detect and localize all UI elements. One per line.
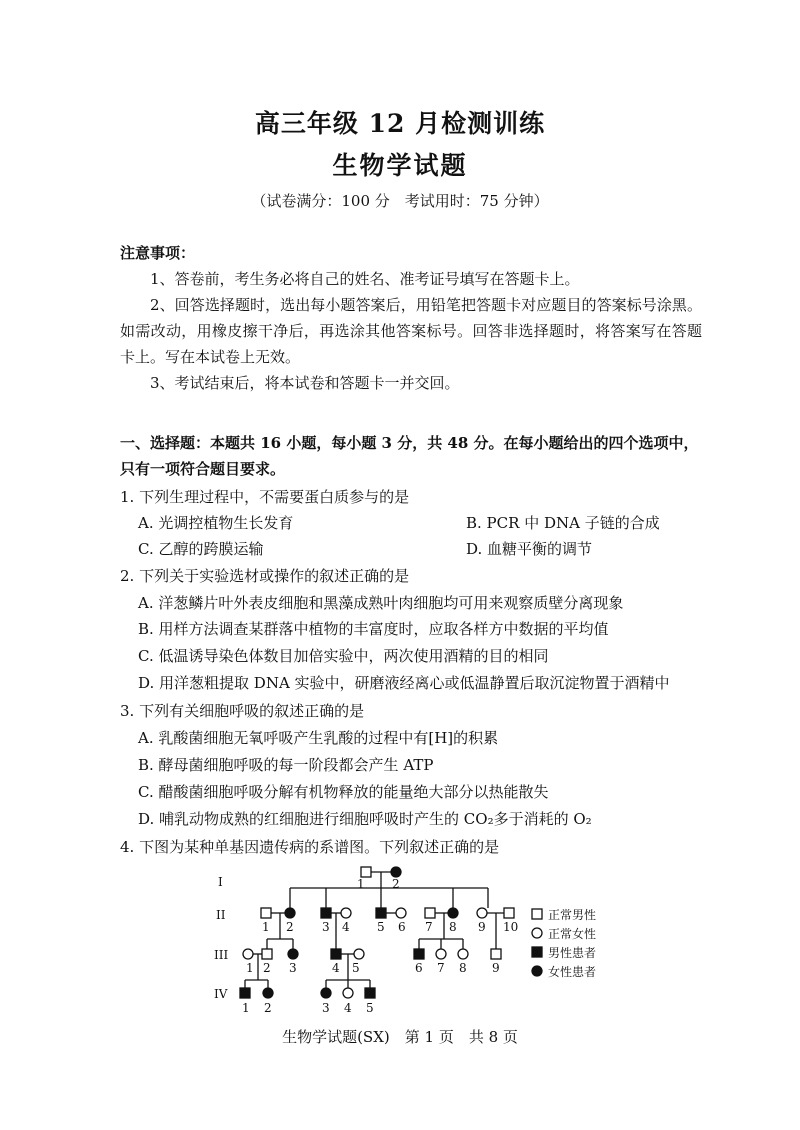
g4-label-3: 3	[322, 1001, 330, 1015]
question-3-option-b: B. 酵母菌细胞呼吸的每一阶段都会产生 ATP	[138, 756, 434, 774]
question-3-option-c: C. 醋酸菌细胞呼吸分解有机物释放的能量绝大部分以热能散失	[138, 783, 549, 801]
g3-label-7: 7	[437, 961, 445, 975]
g2-label-5: 5	[377, 920, 385, 934]
legend-affected-male: 男性患者	[548, 946, 597, 960]
g2-label-1: 1	[262, 920, 270, 934]
g2-male-normal-10	[504, 908, 514, 918]
g3-male-affected-4	[331, 949, 341, 959]
question-2-option-c: C. 低温诱导染色体数目加倍实验中，两次使用酒精的目的相同	[138, 647, 549, 665]
notice-item-3: 3、考试结束后，将本试卷和答题卡一并交回。	[150, 374, 460, 392]
legend-affected-female-icon	[532, 966, 542, 976]
g4-label-4: 4	[344, 1001, 352, 1015]
g2-label-8: 8	[449, 920, 457, 934]
g2-label-2: 2	[286, 920, 294, 934]
g3-male-affected-6	[414, 949, 424, 959]
g2-male-affected-5	[376, 908, 386, 918]
question-3-stem: 3. 下列有关细胞呼吸的叙述正确的是	[120, 702, 365, 720]
g4-female-affected-2	[263, 988, 273, 998]
g3-female-affected-3	[288, 949, 298, 959]
exam-info: （试卷满分：100 分 考试用时：75 分钟）	[251, 192, 549, 210]
notice-item-2: 2、回答选择题时，选出每小题答案后，用铅笔把答题卡对应题目的答案标号涂黑。如需改动，用橡皮擦干净后，再选涂其他答案标号。回答非选择题时，将答案写在答题卡上。写在本试卷上无效。	[120, 296, 702, 366]
g2-male-normal-1	[261, 908, 271, 918]
question-4-stem: 4. 下图为某种单基因遗传病的系谱图。下列叙述正确的是	[120, 838, 500, 856]
g3-male-normal-9	[491, 949, 501, 959]
g4-female-normal-4	[343, 988, 353, 998]
g4-male-affected-1	[240, 988, 250, 998]
g2-female-normal-6	[396, 908, 406, 918]
question-1-option-b: B. PCR 中 DNA 子链的合成	[466, 514, 660, 532]
g2-female-normal-9	[477, 908, 487, 918]
g3-label-9: 9	[492, 961, 500, 975]
g4-female-affected-3	[321, 988, 331, 998]
question-1-stem: 1. 下列生理过程中，不需要蛋白质参与的是	[120, 488, 410, 506]
g1-label-2: 2	[392, 877, 400, 891]
exam-title: 高三年级 12 月检测训练	[254, 109, 546, 138]
generation-label-4: IV	[214, 987, 228, 1001]
g3-label-5: 5	[352, 961, 360, 975]
g3-male-normal-2	[262, 949, 272, 959]
g2-male-normal-7	[425, 908, 435, 918]
generation-label-1: I	[218, 875, 223, 889]
g2-male-affected-3	[321, 908, 331, 918]
g1-female-affected-2	[391, 867, 401, 877]
notice-item-1: 1、答卷前，考生务必将自己的姓名、准考证号填写在答题卡上。	[150, 270, 580, 288]
g4-label-1: 1	[242, 1001, 250, 1015]
question-3-option-d: D. 哺乳动物成熟的红细胞进行细胞呼吸时产生的 CO₂多于消耗的 O₂	[138, 810, 592, 828]
g3-label-1: 1	[246, 961, 254, 975]
g1-label-1: 1	[357, 877, 365, 891]
legend-affected-female: 女性患者	[548, 965, 597, 979]
g2-female-normal-4	[341, 908, 351, 918]
g2-label-7: 7	[425, 920, 433, 934]
g3-female-normal-7	[436, 949, 446, 959]
g2-label-4: 4	[342, 920, 350, 934]
g2-label-9: 9	[478, 920, 486, 934]
g3-label-8: 8	[459, 961, 467, 975]
g1-male-normal-1	[361, 867, 371, 877]
g3-female-normal-1	[243, 949, 253, 959]
g3-female-normal-8	[458, 949, 468, 959]
generation-label-3: III	[214, 948, 229, 962]
page-footer: 生物学试题(SX) 第 1 页 共 8 页	[282, 1028, 518, 1046]
legend-normal-female-icon	[532, 928, 542, 938]
section-heading: 一、选择题：本题共 16 小题，每小题 3 分，共 48 分。在每小题给出的四个选项中，只有一项符合题目要求。	[120, 434, 699, 478]
question-2-option-a: A. 洋葱鳞片叶外表皮细胞和黑藻成熟叶肉细胞均可用来观察质壁分离现象	[138, 594, 624, 612]
g4-label-2: 2	[264, 1001, 272, 1015]
question-1-option-c: C. 乙醇的跨膜运输	[138, 540, 264, 558]
question-3-option-a: A. 乳酸菌细胞无氧呼吸产生乳酸的过程中有[H]的积累	[138, 729, 499, 747]
subject-title: 生物学试题	[332, 151, 468, 180]
question-1-option-d: D. 血糖平衡的调节	[466, 540, 593, 558]
question-2-option-d: D. 用洋葱粗提取 DNA 实验中，研磨液经离心或低温静置后取沉淀物置于酒精中	[138, 674, 670, 692]
g3-female-normal-5	[354, 949, 364, 959]
g3-label-6: 6	[415, 961, 423, 975]
g2-female-affected-8	[448, 908, 458, 918]
question-2-stem: 2. 下列关于实验选材或操作的叙述正确的是	[120, 567, 410, 585]
notice-title: 注意事项：	[120, 244, 196, 262]
g2-label-6: 6	[398, 920, 406, 934]
g2-label-10: 10	[503, 920, 519, 934]
g2-female-affected-2	[285, 908, 295, 918]
generation-label-2: II	[216, 908, 226, 922]
g3-label-2: 2	[263, 961, 271, 975]
pedigree-diagram	[210, 860, 630, 1020]
g2-label-3: 3	[322, 920, 330, 934]
g3-label-4: 4	[332, 961, 340, 975]
question-2-option-b: B. 用样方法调查某群落中植物的丰富度时，应取各样方中数据的平均值	[138, 620, 609, 638]
legend-affected-male-icon	[532, 947, 542, 957]
question-1-option-a: A. 光调控植物生长发育	[138, 514, 294, 532]
legend-normal-male: 正常男性	[548, 908, 597, 922]
g3-label-3: 3	[289, 961, 297, 975]
g4-label-5: 5	[366, 1001, 374, 1015]
g4-male-affected-5	[365, 988, 375, 998]
legend-normal-male-icon	[532, 909, 542, 919]
legend-normal-female: 正常女性	[548, 927, 597, 941]
